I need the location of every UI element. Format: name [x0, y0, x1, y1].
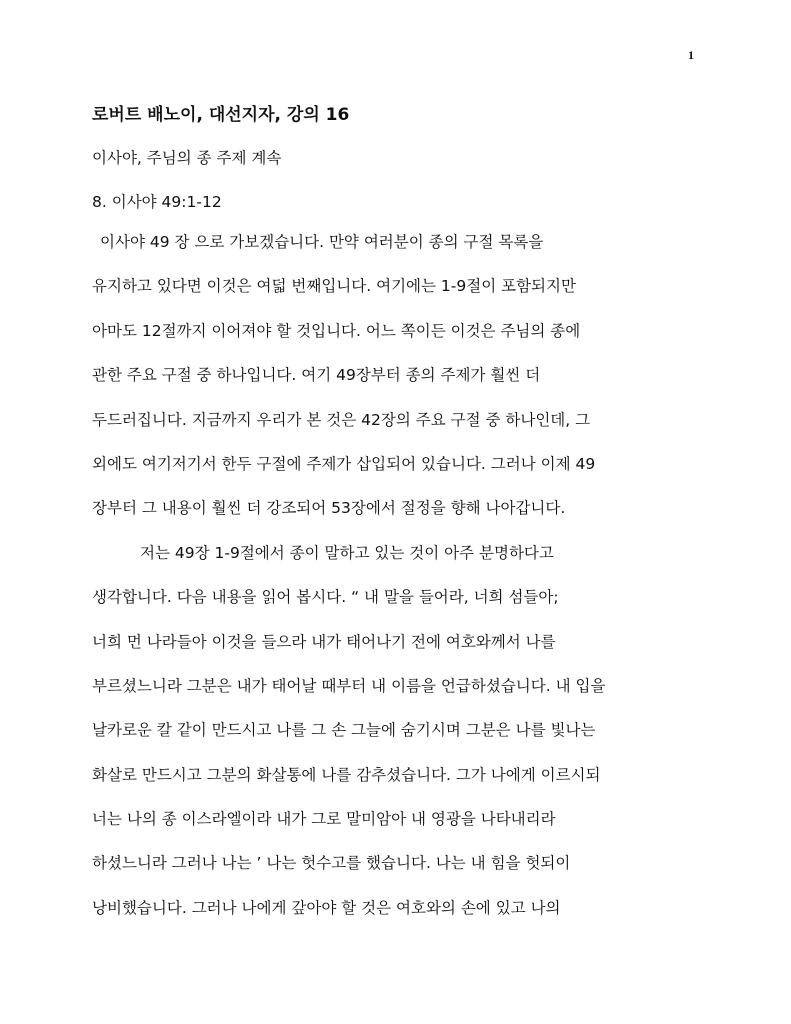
body-line: 이사야 49 장 으로 가보겠습니다. 만약 여러분이 종의 구절 목록을	[100, 233, 544, 251]
body-line: 하셨느니라 그러나 나는 ’ 나는 헛수고를 했습니다. 나는 내 힘을 헛되이	[92, 854, 571, 873]
body-line: 관한 주요 구절 중 하나입니다. 여기 49장부터 종의 주제가 훨씬 더	[92, 366, 541, 385]
body-line: 너희 먼 나라들아 이것을 들으라 내가 태어나기 전에 여호와께서 나를	[92, 632, 556, 651]
body-line: 두드러집니다. 지금까지 우리가 본 것은 42장의 주요 구절 중 하나인데, 그	[92, 410, 591, 429]
body-line: 장부터 그 내용이 훨씬 더 강조되어 53장에서 절정을 향해 나아갑니다.	[92, 499, 566, 518]
body-line: 날카로운 칼 같이 만드시고 나를 그 손 그늘에 숨기시며 그분은 나를 빛나는	[92, 721, 596, 740]
body-line: 유지하고 있다면 이것은 여덟 번째입니다. 여기에는 1-9절이 포함되지만	[92, 277, 576, 296]
section-heading: 8. 이사야 49:1-12	[92, 193, 222, 211]
body-line: 낭비했습니다. 그러나 나에게 갚아야 할 것은 여호와의 손에 있고 나의	[92, 898, 561, 917]
body-line: 아마도 12절까지 이어져야 할 것입니다. 어느 쪽이든 이것은 주님의 종에	[92, 321, 581, 340]
lecture-title: 로버트 배노이, 대선지자, 강의 16	[92, 105, 350, 125]
page-number: 1	[688, 48, 694, 62]
body-line: 생각합니다. 다음 내용을 읽어 봅시다. “ 내 말을 들어라, 너희 섬들아;	[92, 588, 559, 607]
lecture-subtitle: 이사야, 주님의 종 주제 계속	[92, 149, 282, 167]
body-line: 외에도 여기저기서 한두 구절에 주제가 삽입되어 있습니다. 그러나 이제 49	[92, 454, 596, 473]
body-line: 화살로 만드시고 그분의 화살통에 나를 감추셨습니다. 그가 나에게 이르시되	[92, 765, 601, 784]
body-text	[92, 231, 712, 941]
body-line: 너는 나의 종 이스라엘이라 내가 그로 말미암아 내 영광을 나타내리라	[92, 810, 556, 829]
body-line: 부르셨느니라 그분은 내가 태어날 때부터 내 이름을 언급하셨습니다. 내 입을	[92, 676, 606, 695]
body-line: 저는 49장 1-9절에서 종이 말하고 있는 것이 아주 분명하다고	[140, 543, 554, 562]
